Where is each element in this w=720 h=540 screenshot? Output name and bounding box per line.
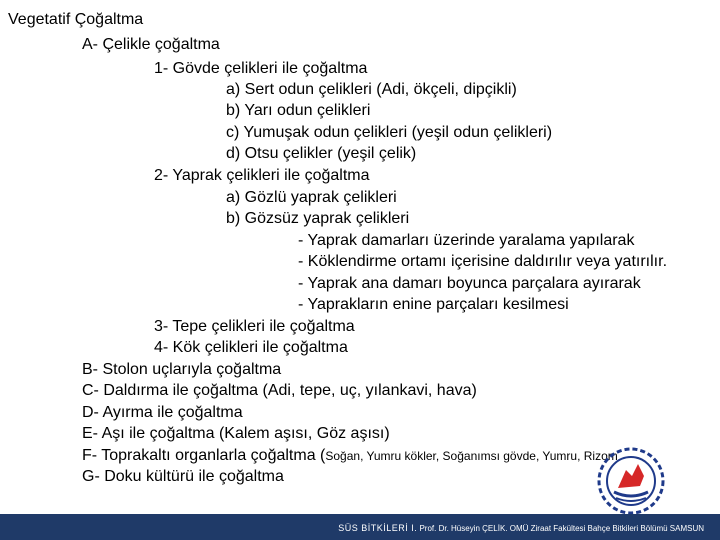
footer-course-title: SÜS BİTKİLERİ I. [338,523,418,533]
university-logo [596,446,666,516]
outline-item: d) Otsu çelikler (yeşil çelik) [226,145,417,162]
outline-item: - Yaprak ana damarı boyunca parçalara ayırarak [298,275,641,292]
outline-item: 3- Tepe çelikleri ile çoğaltma [154,318,355,335]
outline-item: 1- Gövde çelikleri ile çoğaltma [154,60,368,77]
outline-item: E- Aşı ile çoğaltma (Kalem aşısı, Göz aşısı) [82,425,390,442]
outline-item: 4- Kök çelikleri ile çoğaltma [154,339,348,356]
outline-item: - Köklendirme ortamı içerisine daldırılır veya yatırılır. [298,253,668,270]
outline-item: b) Yarı odun çelikleri [226,102,371,119]
outline-item-text: F- Toprakaltı organlarla çoğaltma ( [82,447,326,464]
outline-item: C- Daldırma ile çoğaltma (Adi, tepe, uç, yılankavi, hava) [82,382,477,399]
slide-title: Vegetatif Çoğaltma [8,11,144,28]
outline-item: a) Sert odun çelikleri (Adi, ökçeli, dipçikli) [226,81,517,98]
footer-bar [0,514,720,540]
outline-item: D- Ayırma ile çoğaltma [82,404,243,421]
outline-item: A- Çelikle çoğaltma [82,36,220,53]
outline-item: a) Gözlü yaprak çelikleri [226,189,397,206]
outline-item: 2- Yaprak çelikleri ile çoğaltma [154,167,370,184]
footer-text [338,523,704,533]
outline-item: - Yaprak damarları üzerinde yaralama yapılarak [298,232,635,249]
outline-item: - Yaprakların enine parçaları kesilmesi [298,296,569,313]
outline-item: b) Gözsüz yaprak çelikleri [226,210,410,227]
footer-credit: Prof. Dr. Hüseyin ÇELİK. OMÜ Ziraat Fakültesi Bahçe Bitkileri Bölümü SAMSUN [419,524,704,533]
outline-item: G- Doku kültürü ile çoğaltma [82,468,284,485]
outline-item: B- Stolon uçlarıyla çoğaltma [82,361,282,378]
outline-item-subtext: Soğan, Yumru kökler, Soğanımsı gövde, Yumru, Rizom [325,449,618,463]
outline-item [82,446,618,466]
outline-item: c) Yumuşak odun çelikleri (yeşil odun çelikleri) [226,124,553,141]
